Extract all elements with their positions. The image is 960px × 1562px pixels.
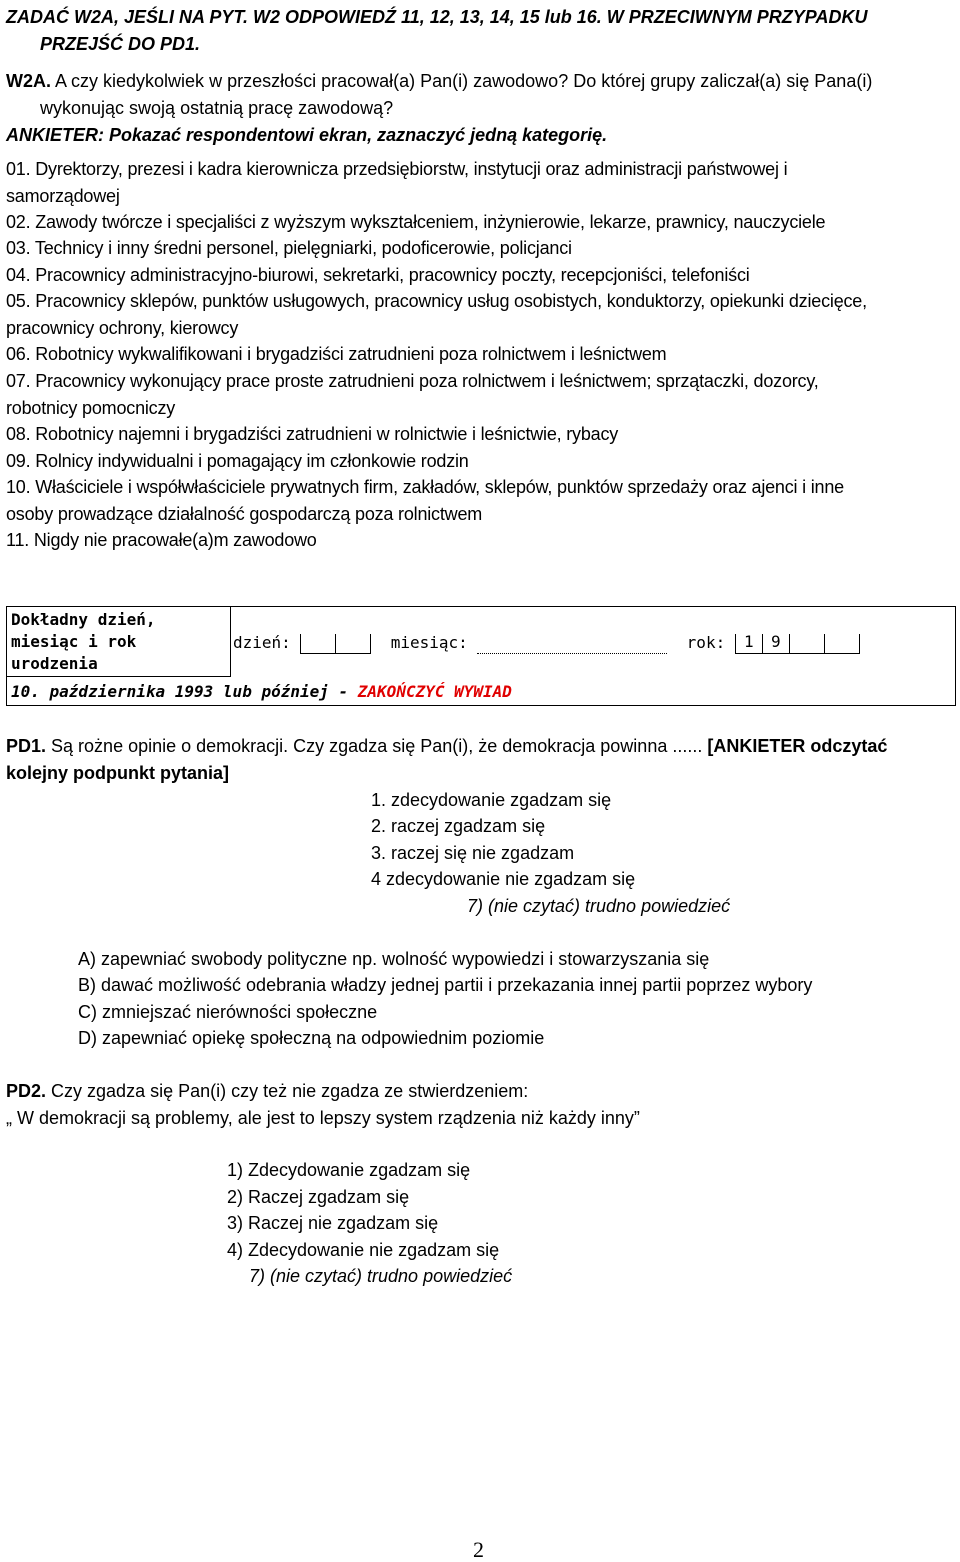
pd1-question-line1 — [6, 735, 887, 757]
dob-fields — [233, 631, 860, 654]
pd2-answer-dont-know: 7) (nie czytać) trudno powiedzieć — [249, 1266, 513, 1286]
w2a-option-08: 08. Robotnicy najemni i brygadziści zatrudnieni w rolnictwie i leśnictwie, rybacy — [6, 424, 619, 444]
w2a-question-text: A czy kiedykolwiek w przeszłości pracował(a) Pan(i) zawodowo? Do której grupy zaliczał(a) się Pana(i) — [51, 71, 873, 91]
w2a-option-10: 10. Właściciele i współwłaściciele prywatnych firm, zakładów, sklepów, punktów sprzedaży oraz ajenci i inne — [6, 477, 844, 497]
year-digit-2-field[interactable]: 9 — [763, 631, 789, 654]
routing-instruction-line2: PRZEJŚĆ DO PD1. — [40, 34, 201, 54]
pd1-answer-3: 3. raczej się nie zgadzam — [371, 843, 575, 863]
w2a-option-06: 06. Robotnicy wykwalifikowani i brygadziści zatrudnieni poza rolnictwem i leśnictwem — [6, 344, 667, 364]
pd1-instruction-line2: kolejny podpunkt pytania] — [6, 763, 230, 783]
day-digit-1-field[interactable] — [301, 631, 335, 654]
w2a-option-07: 07. Pracownicy wykonujący prace proste zatrudnieni poza rolnictwem i leśnictwem; sprzątaczki, dozorcy, — [6, 371, 819, 391]
pd1-item-c: C) zmniejszać nierówności społeczne — [78, 1002, 378, 1022]
dob-note-condition: 10. października 1993 lub później - — [11, 682, 358, 701]
dob-label-line2: miesiąc i rok — [11, 632, 137, 651]
year-digit-3-field[interactable] — [790, 631, 824, 654]
pd2-question-text: Czy zgadza się Pan(i) czy też nie zgadza ze stwierdzeniem: — [46, 1081, 529, 1101]
year-digit-1-field[interactable]: 1 — [736, 631, 762, 654]
w2a-code: W2A. — [6, 71, 51, 91]
w2a-option-09: 09. Rolnicy indywidualni i pomagający im członkowie rodzin — [6, 451, 469, 471]
dob-label-cell — [7, 607, 231, 677]
w2a-interviewer-instruction: ANKIETER: Pokazać respondentowi ekran, zaznaczyć jedną kategorię. — [6, 125, 608, 145]
pd1-question-text: Są rożne opinie o demokracji. Czy zgadza się Pan(i), że demokracja powinna ...... — [46, 736, 708, 756]
pd2-question — [6, 1080, 528, 1102]
month-field[interactable] — [477, 635, 667, 654]
w2a-option-04: 04. Pracownicy administracyjno-biurowi, sekretarki, pracownicy poczty, recepcjoniści, telefoniści — [6, 265, 750, 285]
pd1-item-b: B) dawać możliwość odebrania władzy jednej partii i przekazania innej partii poprzez wybory — [78, 975, 813, 995]
w2a-option-02: 02. Zawody twórcze i specjaliści z wyższym wykształceniem, inżynierowie, lekarze, prawnicy, nauczyciele — [6, 212, 826, 232]
pd1-instruction-line1: [ANKIETER odczytać — [707, 736, 888, 756]
year-label: rok: — [686, 633, 726, 652]
pd2-answer-1: 1) Zdecydowanie zgadzam się — [227, 1160, 471, 1180]
w2a-option-03: 03. Technicy i inny średni personel, pielęgniarki, podoficerowie, policjanci — [6, 238, 572, 258]
pd1-item-a: A) zapewniać swobody polityczne np. wolność wypowiedzi i stowarzyszania się — [78, 949, 710, 969]
date-of-birth-box — [6, 606, 956, 706]
pd1-answer-dont-know: 7) (nie czytać) trudno powiedzieć — [467, 896, 731, 916]
pd1-answer-1: 1. zdecydowanie zgadzam się — [371, 790, 612, 810]
pd2-answer-2: 2) Raczej zgadzam się — [227, 1187, 410, 1207]
pd2-answer-4: 4) Zdecydowanie nie zgadzam się — [227, 1240, 500, 1260]
pd1-item-d: D) zapewniać opiekę społeczną na odpowiednim poziomie — [78, 1028, 545, 1048]
dob-label-line1: Dokładny dzień, — [11, 610, 156, 629]
pd2-code: PD2. — [6, 1081, 47, 1101]
year-digit-4-field[interactable] — [825, 631, 859, 654]
routing-instruction-line1: ZADAĆ W2A, JEŚLI NA PYT. W2 ODPOWIEDŹ 11, 12, 13, 14, 15 lub 16. W PRZECIWNYM PRZYPADKU — [6, 7, 868, 27]
pd1-answer-4: 4 zdecydowanie nie zgadzam się — [371, 869, 636, 889]
w2a-option-05: 05. Pracownicy sklepów, punktów usługowych, pracownicy usług osobistych, konduktorzy, opiekunki dziecięce, — [6, 291, 867, 311]
page-number: 2 — [473, 1537, 484, 1562]
w2a-option-11: 11. Nigdy nie pracowałe(a)m zawodowo — [6, 530, 317, 550]
pd2-answer-3: 3) Raczej nie zgadzam się — [227, 1213, 439, 1233]
dob-termination-note — [11, 682, 512, 701]
w2a-question-line2: wykonując swoją ostatnią pracę zawodową? — [40, 98, 394, 118]
w2a-option-01: 01. Dyrektorzy, prezesi i kadra kierownicza przedsiębiorstw, instytucji oraz administracji państwowej i — [6, 159, 788, 179]
day-label: dzień: — [233, 633, 291, 652]
pd1-answer-2: 2. raczej zgadzam się — [371, 816, 546, 836]
dob-note-action: ZAKOŃCZYĆ WYWIAD — [357, 682, 512, 701]
pd1-code: PD1. — [6, 736, 47, 756]
w2a-option-05-cont: pracownicy ochrony, kierowcy — [6, 318, 239, 338]
pd2-statement: „ W demokracji są problemy, ale jest to lepszy system rządzenia niż każdy inny” — [6, 1108, 640, 1128]
w2a-option-07-cont: robotnicy pomocniczy — [6, 398, 176, 418]
w2a-option-10-cont: osoby prowadzące działalność gospodarczą poza rolnictwem — [6, 504, 483, 524]
w2a-option-01-cont: samorządowej — [6, 186, 120, 206]
day-digit-2-field[interactable] — [336, 631, 370, 654]
month-label: miesiąc: — [390, 633, 468, 652]
dob-label-line3: urodzenia — [11, 654, 98, 673]
w2a-question-line1 — [6, 70, 872, 92]
